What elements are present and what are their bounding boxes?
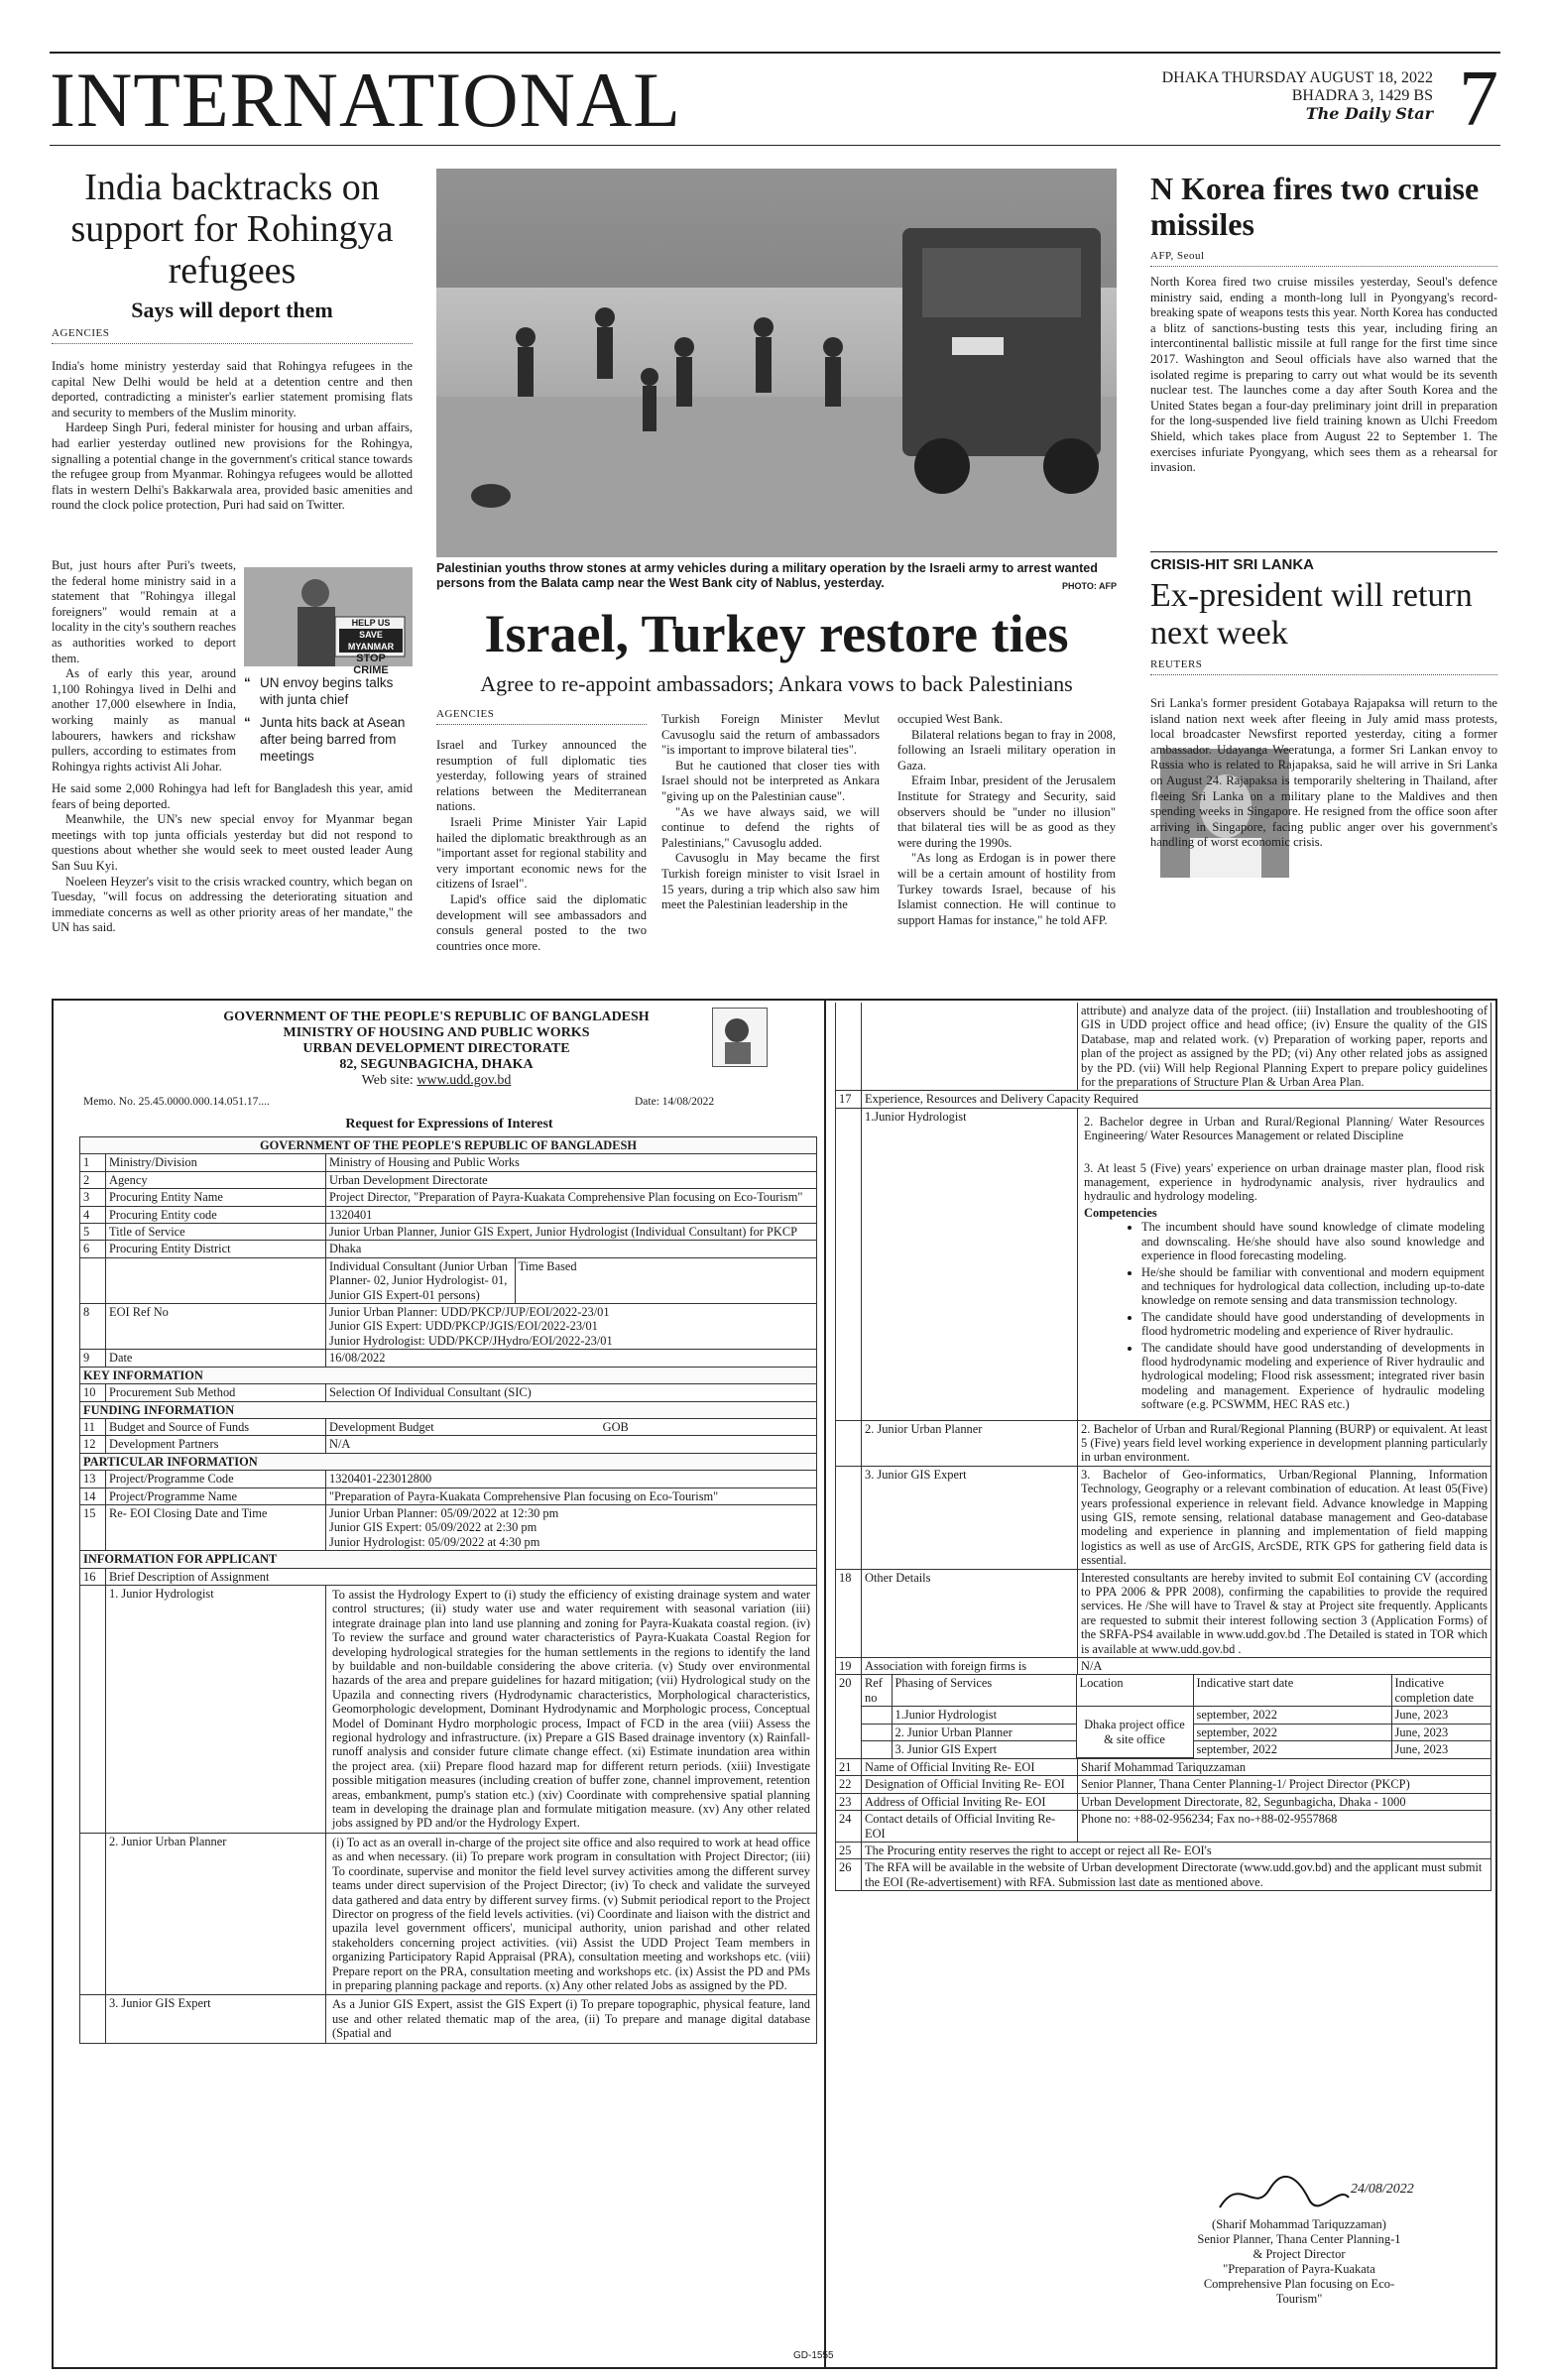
page-number: 7 [1459,56,1498,143]
row-value: Urban Development Directorate, 82, Segunbagicha, Dhaka - 1000 [1078,1793,1491,1810]
row-num: 23 [836,1793,862,1810]
row-value: Project Director, "Preparation of Payra-Kuakata Comprehensive Plan focusing on Eco-Tourism" [326,1189,817,1206]
signatory-line: "Preparation of Payra-Kuakata [1223,2262,1375,2276]
eoi-table-left [79,1136,817,2044]
table-row [80,1488,817,1504]
signatory-line: & Project Director [1252,2247,1346,2261]
india-para-3: But, just hours after Puri's tweets, the federal home ministry said in a statement that "Rohingya illegal foreigners" would remain at a locality in the city's southern reaches as authorities worked to deport them. [52,558,236,665]
dateline [1162,69,1433,123]
table-row [80,1350,817,1367]
phasing-end: June, 2023 [1391,1741,1490,1758]
row-key: Designation of Official Inviting Re- EOI [862,1776,1078,1793]
israel-subhead: Agree to re-appoint ambassadors; Ankara vows to back Palestinians [480,671,1073,696]
row-key: Procuring Entity code [106,1206,326,1223]
row-key: Project/Programme Code [106,1471,326,1488]
nkorea-byline: AFP, Seoul [1150,250,1497,267]
israel-c1-p3: Lapid's office said the diplomatic development will see ambassadors and consuls general posted to the two countries once more. [436,892,647,953]
row-key: Procurement Sub Method [106,1384,326,1401]
row-num: 6 [80,1241,106,1257]
photo-credit: PHOTO: AFP [1061,581,1117,591]
row-num: 1 [80,1154,106,1171]
table-row [836,1108,1491,1420]
india-byline: AGENCIES [52,327,413,344]
row-value: Dhaka [326,1241,817,1257]
phasing-end: June, 2023 [1391,1707,1490,1724]
assignment-text: To assist the Hydrology Expert to (i) study the efficiency of existing drainage system and water control structures; (ii) study water use and water requirement with seasonal variation (iii) integrate drainage plan into land use planning and zoning for Payra-Kuakata coastal region. (iv) To review the surface and ground water characteristics of Payra-Kuakata Coastal Region for developing hydrological strategies for the human settlements in the regions to identify the land by buildable and non-buildable considering the above criteria. (v) Study over environmental hazards of the area and prepare guidelines for hazard mitigation; (vii) Hydrological study on the Upazila and connecting rivers (Hydrodynamic characteristics, Morphological characteristics, Geomorphologic development, Dominant Hydrodynamic and Morphologic process, Conceptual Model of Dominant Hydro morphologic process, Impact of FCD in the area (viii) Assess the regional hydrology and infrastructure. (ix) Prepare a GIS Based drainage inventory (x) Rainfall-runoff analysis and consider future climate change effect. (xi) Estimate inundation area within the project area. (xii) Prepare flood hazard map for different return periods. (xiii) Investigate possible mitigation measures (including creation of buffer zone, channel improvement, retention areas, embankment, pump's station etc.) (xiv) Coordinate with comprehensive spatial planning team in developing the drainage plan and formulate mitigation measure. (xv) Any other related jobs assigned by PD and/or the Hydrology Expert. [326,1585,817,1833]
table-row [80,1504,817,1550]
row-key: Agency [106,1171,326,1188]
sign-line-3: STOP CRIME [353,653,389,676]
phasing-service: 2. Junior Urban Planner [892,1724,1076,1740]
india-para-5: He said some 2,000 Rohingya had left for Bangladesh this year, amid fears of being deported. [52,781,413,811]
row-num: 2 [80,1171,106,1188]
experience-text [1078,1108,1491,1420]
row-num: 11 [80,1418,106,1435]
exp-experience: 3. At least 5 (Five) years' experience on urban drainage master plan, flood risk management, experience in hydrodynamic analysis, river hydraulics and hydraulic and hydrology modeling. [1084,1160,1485,1204]
ad-header-line: MINISTRY OF HOUSING AND PUBLIC WORKS [283,1025,590,1040]
row-num: 19 [836,1658,862,1675]
row-num: 3 [80,1189,106,1206]
phasing-col-head: Indicative start date [1193,1675,1391,1706]
row-num: 24 [836,1811,862,1843]
assignment-label: 3. Junior GIS Expert [106,1995,326,2043]
india-headline: India backtracks on support for Rohingya refugees [70,167,394,292]
phasing-col-head: Location [1076,1675,1193,1706]
ad-header-line: 82, SEGUNBAGICHA, DHAKA [339,1057,534,1072]
closing-line: Junior GIS Expert: 05/09/2022 at 2:30 pm [329,1520,537,1535]
gov-row: GOVERNMENT OF THE PEOPLE'S REPUBLIC OF BANGLADESH [80,1137,817,1154]
inset-bullet-text: Junta hits back at Asean after being barred from meetings [260,715,406,764]
phasing-start: september, 2022 [1193,1707,1391,1724]
row-value: Ministry of Housing and Public Works [326,1154,817,1171]
nablus-caption [436,561,1117,594]
consultant-basis: Time Based [518,1258,577,1273]
row-key: Experience, Resources and Delivery Capacity Required [862,1091,1491,1108]
competencies-heading: Competencies [1084,1205,1157,1220]
row-num: 18 [836,1569,862,1657]
ad-header-line: URBAN DEVELOPMENT DIRECTORATE [302,1041,570,1056]
top-rule [50,52,1500,54]
phasing-table [862,1675,1490,1758]
table-row [80,1995,817,2043]
budget-value: Development Budget [329,1419,434,1434]
experience-label: 2. Junior Urban Planner [862,1420,1078,1466]
nkorea-body [1150,275,1497,476]
row-value: Urban Development Directorate [326,1171,817,1188]
table-row [80,1241,817,1257]
row-num: 10 [80,1384,106,1401]
caption-text: Palestinian youths throw stones at army vehicles during a military operation by the Israeli army to arrest wanted persons from the Balata camp near the West Bank city of Nablus, yesterday. [436,561,1098,590]
israel-col-1 [436,738,647,954]
srilanka-body [1150,696,1497,851]
phasing-start: september, 2022 [1193,1724,1391,1740]
table-row [836,1843,1491,1859]
row-value [326,1304,817,1350]
row-value: Senior Planner, Thana Center Planning-1/ Project Director (PKCP) [1078,1776,1491,1793]
india-para-2: Hardeep Singh Puri, federal minister for housing and urban affairs, had earlier yesterday outlined new provisions for the Rohingya, signalling a potential change in the government's critical stance towards the refugee group from Myanmar. Rohingya refugees would be allotted flats in western Delhi's Bakkarwala area, provided basic amenities and round the clock police protection, Puri had said on Twitter. [52,420,413,513]
nablus-photo-art [436,169,1117,557]
srilanka-story [1150,551,1497,683]
exp-qualification: 2. Bachelor degree in Urban and Rural/Regional Planning/ Water Resources Engineering/ Water Resources Management or related Discipline [1084,1114,1485,1143]
srilanka-kicker: CRISIS-HIT SRI LANKA [1150,551,1497,573]
table-row [80,1384,817,1401]
row-value: Sharif Mohammad Tariquzzaman [1078,1759,1491,1776]
table-row [836,1793,1491,1810]
row-value: 1320401-223012800 [326,1471,817,1488]
quote-icon: “ [244,715,251,730]
mujib-emblem [712,1008,768,1067]
row-key: Budget and Source of Funds [106,1418,326,1435]
row-num: 14 [80,1488,106,1504]
srilanka-headline: Ex-president will return next week [1150,577,1473,652]
row-num: 4 [80,1206,106,1223]
israel-c3-p2: Bilateral relations began to fray in 2008, following an Israeli military operation in Gaza. [897,727,1116,773]
india-para-4: As of early this year, around 1,100 Rohingya lived in Delhi and another 17,000 elsewhere in India, working mainly as manual labourers, hawkers and rickshaw pullers, according to estimates from Rohingya rights activist Ali Johar. [52,666,236,774]
table-row [836,1859,1491,1891]
table-row [836,1776,1491,1793]
row-key: Name of Official Inviting Re- EOI [862,1759,1078,1776]
experience-label: 1.Junior Hydrologist [862,1108,1078,1420]
israel-c1-p1: Israel and Turkey announced the resumption of full diplomatic ties yesterday, following years of strained relations between the Mediterranean nations. [436,738,647,814]
eoi-table-right [835,1003,1491,1891]
row-key: Brief Description of Assignment [106,1568,817,1585]
row-value: N/A [1078,1658,1491,1675]
table-row [80,1206,817,1223]
website-link[interactable]: www.udd.gov.bd [417,1073,512,1088]
israel-byline-wrap [436,708,647,733]
table-row [80,1257,817,1303]
nablus-photo [436,169,1117,557]
phasing-service: 3. Junior GIS Expert [892,1741,1076,1758]
assignment-text: As a Junior GIS Expert, assist the GIS Expert (i) To prepare topographic, physical feature, land use and other related thematic map of the area, (ii) To prepare and manage digital database (Spatial and [326,1995,817,2043]
signatory-line: Tourism" [1275,2292,1323,2306]
row-num: 22 [836,1776,862,1793]
consultant-subtable [326,1258,816,1303]
table-row [836,1420,1491,1466]
protest-sign [339,617,403,676]
protest-photo [244,567,413,676]
signatory-line: (Sharif Mohammad Tariquzzaman) [1212,2217,1386,2231]
row-key: Ministry/Division [106,1154,326,1171]
closing-line: Junior Hydrologist: 05/09/2022 at 4:30 pm [329,1534,540,1549]
row-num: 5 [80,1224,106,1241]
row-value: The Procuring entity reserves the right to accept or reject all Re- EOI's [862,1843,1491,1859]
table-row [836,1466,1491,1569]
row-key: Contact details of Official Inviting Re- EOI [862,1811,1078,1843]
row-key: Procuring Entity District [106,1241,326,1257]
table-row: 16 Brief Description of Assignment [80,1568,817,1585]
israel-c3-p3: Efraim Inbar, president of the Jerusalem Institute for Strategy and Security, said observers should be "under no illusion" that bilateral ties will be as good as they were during the 1990s. [897,774,1116,850]
ad-title: Request for Expressions of Interest [345,1117,553,1131]
table-row [80,1189,817,1206]
experience-text: 3. Bachelor of Geo-informatics, Urban/Regional Planning, Information Technology, Geography or a relevant combination of education. At least 05(Five) years professional experience in relevant field. Advance knowledge in Mapping using GIS, remote sensing, relational database management and Geo-database modeling and experience in planning and implementation of field mapping logistics as well as use of ArcGIS, ArcSDE, RTK GPS for gathering field data is essential. [1078,1466,1491,1569]
phasing-col-head: Ref no [862,1675,892,1706]
row-num: 21 [836,1759,862,1776]
consultant-type: Individual Consultant (Junior Urban Planner- 02, Junior Hydrologist- 01, Junior GIS Expert-01 persons) [326,1258,515,1303]
ad-website [89,1073,783,1089]
row-value: 1320401 [326,1206,817,1223]
table-row [836,1569,1491,1657]
table-row [836,1811,1491,1843]
phasing-row [862,1707,1490,1724]
table-row: 17 Experience, Resources and Delivery Capacity Required [836,1091,1491,1108]
india-para-6: Meanwhile, the UN's new special envoy for Myanmar began meetings with top junta officials yesterday but did not respond to questions about whether she would seek to meet ousted leader Aung San Suu Kyi. [52,812,413,873]
israel-c2-p3: "As we have always said, we will continue to defend the rights of Palestinians," Cavusoglu added. [661,804,880,850]
inset-bullet-text: UN envoy begins talks with junta chief [260,675,394,707]
india-subhead: Says will deport them [131,298,333,322]
section-funding-info: FUNDING INFORMATION [80,1401,817,1418]
competency-item: • He/she should be familiar with conventional and modern equipment and techniques for hydrological data collection, including up-to-date knowledge on remote sensing and data transmission technology. [1141,1265,1485,1308]
signatory-line: Comprehensive Plan focusing on Eco- [1203,2277,1395,2291]
table-row [80,1224,817,1241]
section-applicant-info: INFORMATION FOR APPLICANT [80,1551,817,1568]
sign-line-1: HELP US [351,618,391,628]
table-row [836,1658,1491,1675]
signature-date: 24/08/2022 [1351,2182,1414,2197]
phasing-col-head: Phasing of Services [892,1675,1076,1706]
phasing-end: June, 2023 [1391,1724,1490,1740]
signatory-block [1150,2217,1448,2307]
competencies-list [1141,1220,1485,1411]
row-value: 16/08/2022 [326,1350,817,1367]
israel-c2-p4: Cavusoglu in May became the first Turkish foreign minister to visit Israel in 15 years, during a trip which also saw him meet the Palestinian leadership in the [661,851,880,912]
india-story [52,167,413,352]
ad-memo: Memo. No. 25.45.0000.000.14.051.17.... [83,1096,270,1108]
table-row [80,1471,817,1488]
israel-col-3 [897,712,1116,928]
ad-divider [824,1001,826,2367]
phasing-service: 1.Junior Hydrologist [892,1707,1076,1724]
table-row [836,1675,1491,1759]
section-title: INTERNATIONAL [50,57,681,143]
israel-byline: AGENCIES [436,708,647,725]
india-body-top [52,359,413,514]
ad-left-table [79,1136,817,2044]
table-row [80,1833,817,1994]
row-value: N/A [326,1436,817,1453]
row-num: 15 [80,1504,106,1550]
table-row [80,1436,817,1453]
competency-item: • The candidate should have good understanding of developments in flood hydrodynamic modeling and experience of River hydraulic and hydrological modeling; Flood risk assessment; integrated river basin modeling and management. Experience of hydraulic modeling software (e.g. PCSWMM, HEC RAS etc.) [1141,1341,1485,1412]
israel-c2-p2: But he cautioned that closer ties with Israel should not be interpreted as Ankara "giving up on the Palestinian cause". [661,758,880,803]
srilanka-para-1: Sri Lanka's former president Gotabaya Rajapaksa will return to the island nation next week after fleeing in July amid mass protests, local broadcaster Newsfirst reported yesterday, citing a former ambassador. Udayanga Weeratunga, a former Sri Lankan envoy to Russia who is related to Rajapaksa, said he will arrive in Sri Lanka on August 24. Rajapaksa is temporarily sheltering in Thailand, after fleeing Sri Lanka on a military plane to the Maldives and then spending weeks in Singapore. He resigned from the office soon after arriving in Singapore, facing public anger over his government's handling of worst economic crisis. [1150,696,1497,850]
experience-label: 3. Junior GIS Expert [862,1466,1078,1569]
emblem-art [713,1009,767,1066]
ad-header-line: GOVERNMENT OF THE PEOPLE'S REPUBLIC OF BANGLADESH [223,1010,650,1024]
row-num: 12 [80,1436,106,1453]
ad-date: Date: 14/08/2022 [635,1096,715,1108]
row-key: Procuring Entity Name [106,1189,326,1206]
nkorea-story [1150,171,1497,476]
table-row [836,1003,1491,1091]
table-row [836,1759,1491,1776]
row-value: The RFA will be available in the website of Urban development Directorate (www.udd.gov.bd) and the applicant must submit the EOI (Re-advertisement) with RFA. Submission last date as mentioned above. [862,1859,1491,1891]
phasing-col-head: Indicative completion date [1391,1675,1490,1706]
nkorea-headline: N Korea fires two cruise missiles [1150,171,1480,242]
section-key-info: KEY INFORMATION [80,1367,817,1383]
date-line-2: BHADRA 3, 1429 BS [1291,87,1433,104]
nkorea-para-1: North Korea fired two cruise missiles yesterday, Seoul's defence ministry said, ending a month-long lull in Pyongyang's record-breaking spate of weapons tests this year. North Korea has conducted a blitz of sanctions-busting tests this year, including firing an intercontinental ballistic missile at full range for the first time since 2017. Washington and Seoul officials have also warned that the isolated regime is preparing to carry out what would be its seventh nuclear test. The launches come a day after South Korea and the United States began a four-day preliminary joint drill in preparation for the long-suspended live field training known as Ulchi Freedom Shield, which takes place from August 22 to September 1. The exercises infuriate Pyongyang, which sees them as a rehearsal for invasion. [1150,275,1497,475]
paper-logo: The Daily Star [1305,104,1433,123]
budget-source: GOB [602,1419,629,1434]
row-key: EOI Ref No [106,1304,326,1350]
row-num: 25 [836,1843,862,1859]
website-label: Web site: [361,1073,414,1088]
phasing-location: Dhaka project office & site office [1076,1707,1193,1758]
row-num: 26 [836,1859,862,1891]
israel-c3-p4: "As long as Erdogan is in power there will be a certain amount of hostility from Turkey towards Israel, because of his Islamist connection. He will continue to support Hamas for instance," he told AFP. [897,851,1116,927]
gd-code: GD-1555 [793,2350,834,2361]
israel-col-2 [661,712,880,913]
assignment-label: 2. Junior Urban Planner [106,1833,326,1994]
row-num: 13 [80,1471,106,1488]
row-key: Development Partners [106,1436,326,1453]
ad-right-table [835,1003,1491,1891]
inset-bullet-1 [244,674,413,708]
competency-item: • The candidate should have good understanding of developments in flood hydrometric modeling and experience of River hydraulic. [1141,1310,1485,1339]
quote-icon: “ [244,675,251,690]
row-value: Phone no: +88-02-956234; Fax no-+88-02-9557868 [1078,1811,1491,1843]
table-row [80,1171,817,1188]
israel-headline: Israel, Turkey restore ties [484,604,1069,663]
row-value: Interested consultants are hereby invited to submit EoI containing CV (according to PPA 2006 & PPR 2008), confirming the capabilities to provide the required services. He /She will have to Travel & stay at Project site frequently. Applicants are requested to submit their interest following section 3 (Application Forms) of the SRFA-PS4 available in www.udd.gov.bd .The Detailed is stated in TOR which is available at www.udd.gov.bd . [1078,1569,1491,1657]
signatory-line: Senior Planner, Thana Center Planning-1 [1197,2232,1401,2246]
table-row [80,1585,817,1833]
inset-bullet-2 [244,714,413,765]
experience-text: 2. Bachelor of Urban and Rural/Regional Planning (BURP) or equivalent. At least 5 (Five) years field level working experience in development planning particularly in urban environment. [1078,1420,1491,1466]
israel-c3-p1: occupied West Bank. [897,712,1004,726]
row-num: 9 [80,1350,106,1367]
row-value: Selection Of Individual Consultant (SIC) [326,1384,817,1401]
table-row [80,1304,817,1350]
india-para-1: India's home ministry yesterday said that Rohingya refugees in the capital New Delhi would be held at a detention centre and then deported, contradicting a minister's earlier statement promising flats and security to members of the Muslim minority. [52,359,413,419]
row-value: "Preparation of Payra-Kuakata Comprehensive Plan focusing on Eco-Tourism" [326,1488,817,1504]
table-row [80,1154,817,1171]
section-particular-info: PARTICULAR INFORMATION [80,1453,817,1470]
india-body-bottom [52,781,413,936]
row-value: Junior Urban Planner, Junior GIS Expert, Junior Hydrologist (Individual Consultant) for PKCP [326,1224,817,1241]
india-body-narrow [52,558,236,776]
row-num: 8 [80,1304,106,1350]
assignment-label: 1. Junior Hydrologist [106,1585,326,1833]
closing-line: Junior Urban Planner: 05/09/2022 at 12:30 pm [329,1505,559,1520]
phasing-header [862,1675,1490,1706]
row-value [326,1418,817,1435]
row-key: Title of Service [106,1224,326,1241]
india-inset [244,567,413,779]
inset-bullets [244,674,413,765]
ad-header [89,1010,783,1089]
ref-line: Junior Hydrologist: UDD/PKCP/JHydro/EOI/2022-23/01 [329,1333,613,1348]
gis-duties-continued: attribute) and analyze data of the project. (iii) Installation and troubleshooting of GIS in UDD project office and head office; (iv) Ensure the quality of the GIS Database, map and related work. (v) Preparation of working paper, reports and plan of the project as assigned by the PD; (vi) Any other related jobs as assigned by the PD. (vii) Will help Regional Planning Expert to prepare policy guidelines for the preparations of Structure Plan & Urban Area Plan. [1078,1003,1491,1091]
row-key: Other Details [862,1569,1078,1657]
india-para-7: Noeleen Heyzer's visit to the crisis wracked country, which began on Tuesday, "will focus on addressing the deteriorating situation and immediate concerns as well as other priority areas of her mandate," the UN has said. [52,874,413,935]
row-key: Re- EOI Closing Date and Time [106,1504,326,1550]
ref-line: Junior Urban Planner: UDD/PKCP/JUP/EOI/2022-23/01 [329,1305,610,1320]
masthead-rule [50,145,1500,146]
israel-c1-p2: Israeli Prime Minister Yair Lapid hailed the diplomatic breakthrough as an "important asset for regional stability and very important economic news for the citizens of Israel". [436,814,647,892]
table-row [80,1418,817,1435]
row-key: Project/Programme Name [106,1488,326,1504]
row-key: Date [106,1350,326,1367]
ref-line: Junior GIS Expert: UDD/PKCP/JGIS/EOI/2022-23/01 [329,1319,598,1334]
phasing-start: september, 2022 [1193,1741,1391,1758]
row-key: Address of Official Inviting Re- EOI [862,1793,1078,1810]
row-key: Association with foreign firms is [862,1658,1078,1675]
row-num: 20 [836,1675,862,1759]
date-line-1: DHAKA THURSDAY AUGUST 18, 2022 [1161,69,1433,86]
competency-item: • The incumbent should have sound knowledge of climate modeling and downscaling. He/she should have also sound knowledge and experience in flood forecasting modeling. [1141,1220,1485,1262]
row-value [326,1504,817,1550]
israel-c2-p1: Turkish Foreign Minister Mevlut Cavusoglu said the return of ambassadors "is important to improve bilateral ties". [661,712,880,758]
assignment-text: (i) To act as an overall in-charge of the project site office and also required to work at head office as and when necessary. (ii) To prepare work program in consultation with Project Director; (iii) To coordinate, supervise and monitor the field level survey activities among the different survey teams under direct supervision of the Project Director; (iv) To check and validate the surveyed data gathered and data entry by different survey firms. (v) Submit periodical report to the Project Director on progress of the field levels activities. (vi) Coordinate and liaison with the district and upazila level government officers', municipal authority, union parishad and other related stakeholders concerning project activities. (vii) Assist the UDD Project Team members in organizing Participatory Rapid Appraisal (PRA), consultation meeting and workshops etc. (viii) Prepare report on the PRA, consultation meeting and workshops etc. (ix) Assist the PD and PMs in preparing planning package and reports. (x) Any other related Jobs as assigned by the PD. [326,1833,817,1994]
srilanka-byline: REUTERS [1150,658,1497,675]
sign-line-2: SAVE MYANMAR [339,629,403,653]
